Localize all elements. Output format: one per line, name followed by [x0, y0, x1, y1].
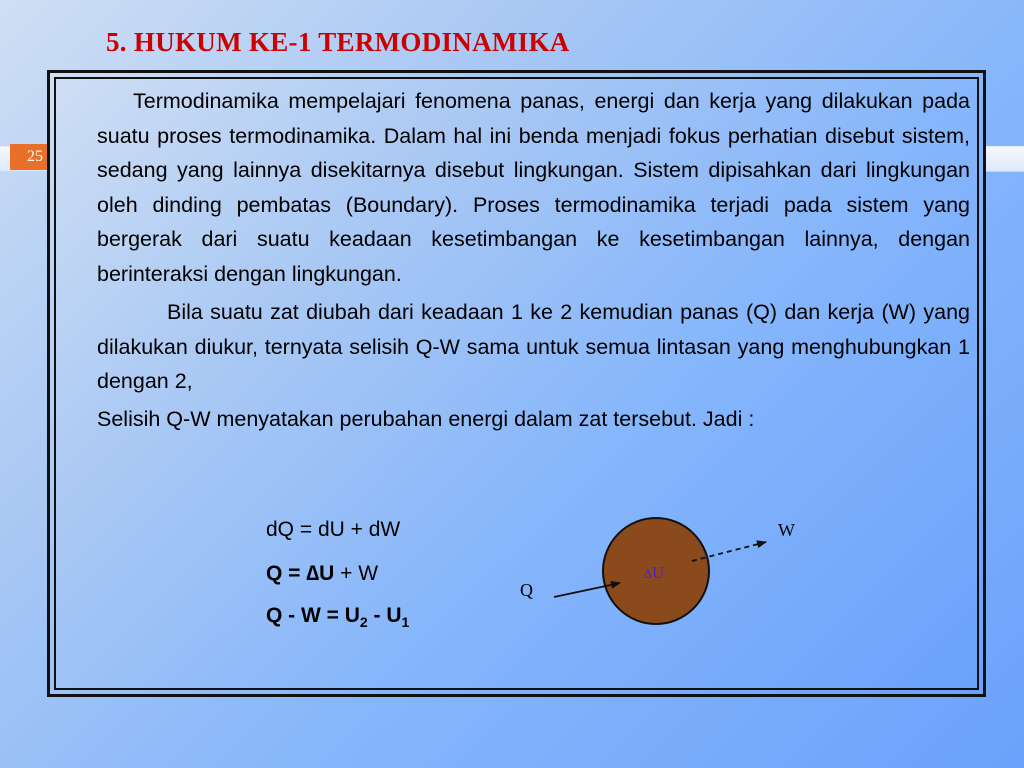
paragraph-conclusion: Selisih Q-W menyatakan perubahan energi dalam zat tersebut. Jadi : — [97, 406, 755, 431]
eq2-u: U — [319, 562, 335, 585]
delta-symbol: ∆ — [306, 562, 320, 585]
eq3-subscript-2: 2 — [359, 614, 368, 631]
eq3-minus: - U — [367, 604, 402, 627]
delta-icon: ∆ — [644, 566, 652, 581]
eq3-subscript-1: 1 — [401, 614, 410, 631]
internal-energy-u: U — [651, 563, 665, 582]
paragraph-definition: Termodinamika mempelajari fenomena panas, energi dan kerja yang dilakukan pada suatu proses termodinamika. Dalam hal ini benda menjadi fokus perhatian disebut sistem, sedang yang lainnya disekitarnya disebut lingkungan. Sistem dipisahkan dari lingkungan oleh dinding pembatas (Boundary). Proses termodinamika terjadi pada sistem yang bergerak dari suatu keadaan kesetimbangan ke kesetimbangan lainnya, dengan berinteraksi dengan lingkungan. — [97, 89, 970, 286]
equation-differential: dQ = dU + dW — [266, 518, 401, 541]
paragraph-experiment: Bila suatu zat diubah dari keadaan 1 ke 2 kemudian panas (Q) dan kerja (W) yang dilakukan diukur, ternyata selisih Q-W sama untuk semua lintasan yang menghubungkan 1 dengan 2, — [97, 300, 970, 393]
internal-energy-label — [644, 563, 664, 583]
eq3-lhs: Q - W = U — [266, 604, 360, 627]
page-number-badge: 25 — [10, 144, 60, 170]
work-label: W — [778, 520, 795, 540]
slide-title: 5. HUKUM KE-1 TERMODINAMIKA — [106, 27, 570, 57]
heat-label: Q — [520, 580, 533, 600]
eq2-rhs: + W — [334, 562, 379, 585]
eq2-lhs: Q = — [266, 562, 307, 585]
